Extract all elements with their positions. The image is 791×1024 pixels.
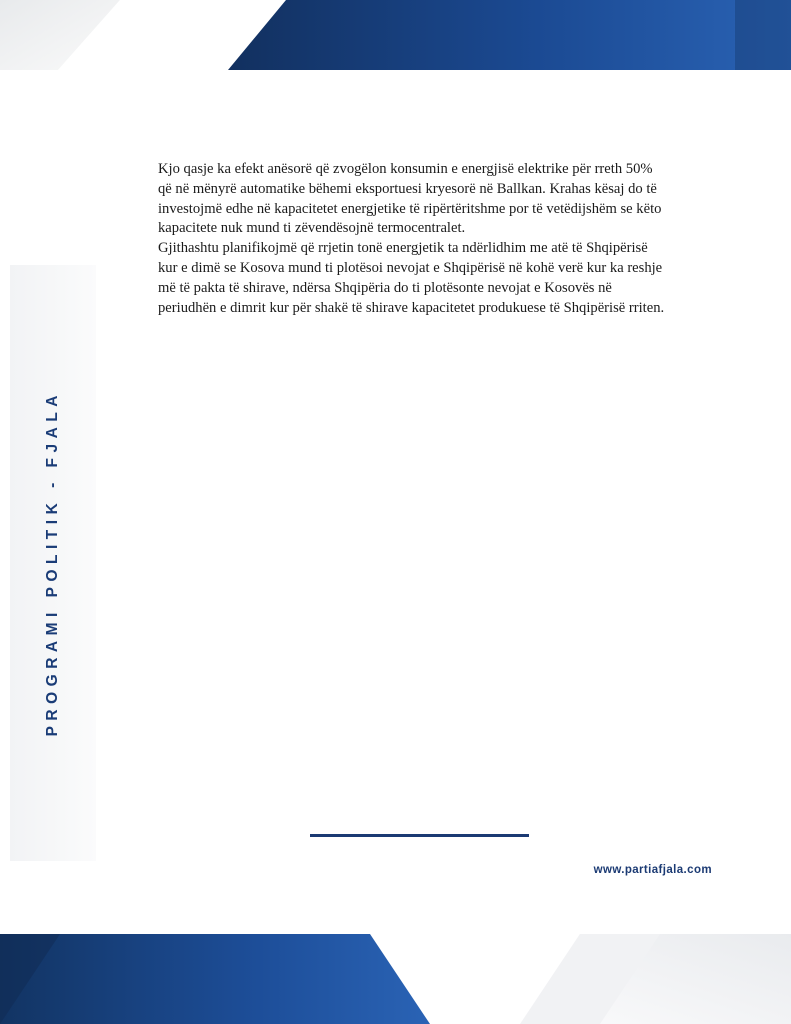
side-tab-text-wrapper bbox=[10, 265, 96, 861]
body-content bbox=[158, 160, 668, 318]
footer-website[interactable]: www.partiafjala.com bbox=[593, 864, 712, 876]
footer-divider bbox=[310, 834, 529, 837]
top-decoration bbox=[0, 0, 791, 70]
paragraph-1: Kjo qasje ka efekt anësorë që zvogëlon konsumin e energjisë elektrike për rreth 50% që në mënyrë automatike bëhemi eksportuesi kryesorë në Ballkan. Krahas kësaj do të investojmë edhe në kapacitetet energjetike të ripërtëritshme por të vetëdijshëm se këto kapacitete nuk mund ti zëvendësojnë termocentralet. bbox=[158, 161, 662, 237]
paragraph-2: Gjithashtu planifikojmë që rrjetin tonë energjetik ta ndërlidhim me atë të Shqipërisë kur e dimë se Kosova mund ti plotësoi nevojat e Shqipërisë në kohë verë kur ka reshje më të pakta të shirave, ndërsa Shqipëria do ti plotësonte nevojat e Kosovës në periudhën e dimrit kur për shakë të shirave kapacitetet produkuese të Shqipërisë rriten. bbox=[158, 240, 665, 316]
bottom-decoration bbox=[0, 914, 791, 1024]
side-tab-label: PROGRAMI POLITIK - FJALA bbox=[44, 389, 61, 737]
side-tab bbox=[10, 265, 96, 861]
